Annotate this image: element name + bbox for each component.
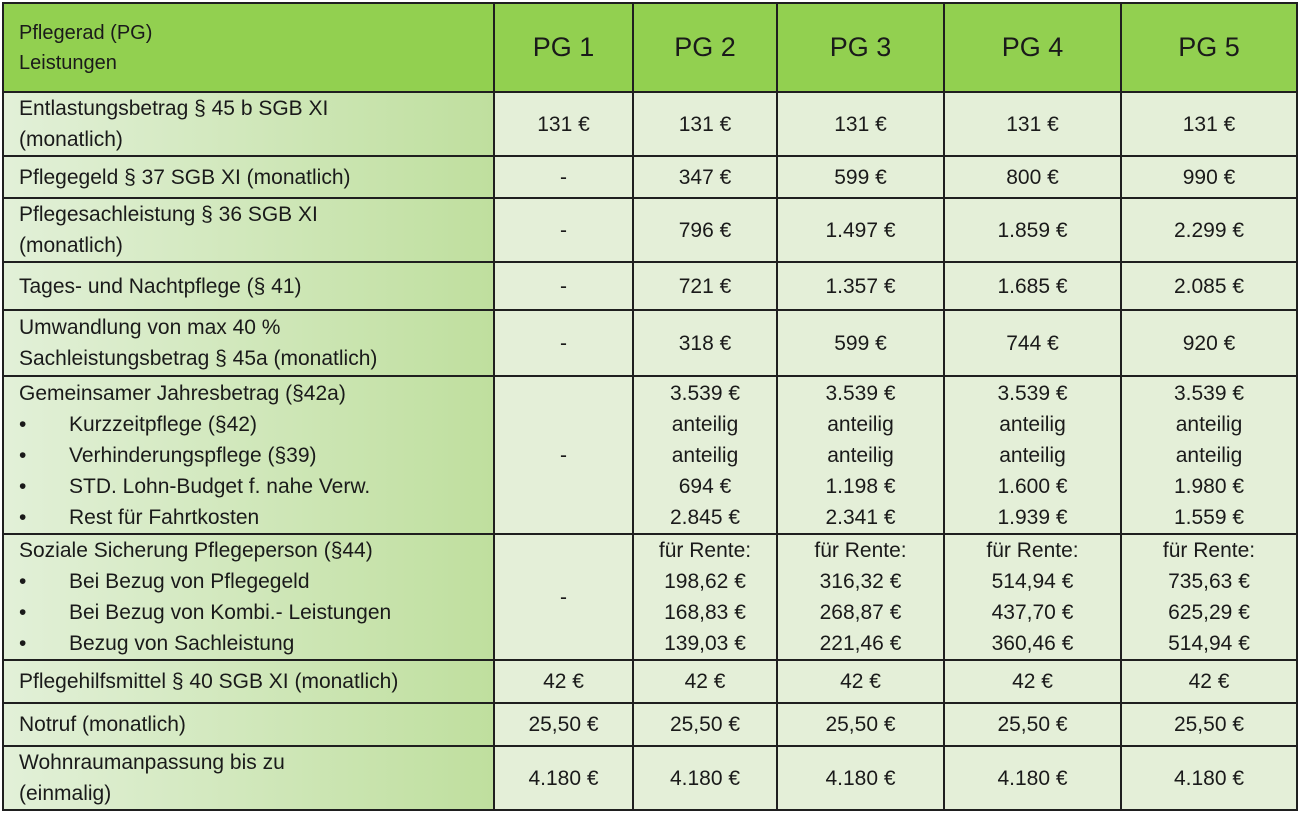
cell-line: 1.980 € [1173, 474, 1245, 498]
cell-line: 360,46 € [991, 632, 1074, 655]
bullet-item [19, 628, 493, 659]
row-label-line: Pflegesachleistung § 36 SGB XI [19, 203, 318, 226]
cell-line: anteilig [827, 443, 894, 467]
row-label-line: Wohnraumanpassung bis zu [19, 751, 285, 774]
cell-line: für Rente: [1162, 539, 1256, 562]
cell-line: 3.539 € [825, 381, 896, 405]
cell-line: 437,70 € [991, 601, 1074, 624]
bullet-text: Rest für Fahrtkosten [69, 505, 260, 529]
cell-pg4: 1.685 € [944, 262, 1121, 310]
row-label [3, 198, 494, 262]
cell-pg1: - [494, 156, 633, 198]
bullet-glyph: • [19, 601, 27, 624]
bullet-text: Bezug von Sachleistung [69, 632, 295, 655]
cell-line: 221,46 € [819, 632, 902, 655]
cell-line: 694 € [678, 474, 732, 498]
cell-line: 198,62 € [664, 570, 746, 593]
cell-pg1: 25,50 € [494, 703, 633, 746]
cell-line: 1.939 € [997, 505, 1068, 529]
bullet-glyph: • [19, 474, 27, 498]
cell-line: anteilig [671, 412, 739, 436]
cell-pg4: 4.180 € [944, 746, 1121, 810]
row-wohnraumanpassung [3, 746, 1297, 810]
cell-line: 3.539 € [997, 381, 1068, 405]
bullet-text: Bei Bezug von Pflegegeld [69, 570, 310, 593]
row-label [3, 92, 494, 156]
row-label [3, 376, 494, 534]
row-soziale-sicherung [3, 534, 1297, 660]
header-pg2: PG 2 [633, 3, 777, 92]
cell-pg3: 599 € [777, 310, 944, 376]
bullet-text: STD. Lohn-Budget f. nahe Verw. [69, 474, 371, 498]
bullet-item [19, 440, 493, 471]
cell-line: 514,94 € [991, 570, 1074, 593]
row-label: Notruf (monatlich) [3, 703, 494, 746]
row-label-line: (einmalig) [19, 782, 112, 805]
cell-pg4 [944, 376, 1121, 534]
header-pg4: PG 4 [944, 3, 1121, 92]
row-label-line: Sachleistungsbetrag § 45a (monatlich) [19, 347, 378, 370]
cell-line: für Rente: [658, 539, 752, 562]
row-label: Pflegegeld § 37 SGB XI (monatlich) [3, 156, 494, 198]
row-umwandlung [3, 310, 1297, 376]
cell-pg5: 2.085 € [1121, 262, 1297, 310]
cell-line: 268,87 € [819, 601, 902, 624]
pflegegrad-leistungen-table [2, 2, 1298, 811]
cell-line: für Rente: [814, 539, 907, 562]
bullet-item [19, 597, 493, 628]
row-tages-nachtpflege [3, 262, 1297, 310]
row-label-line: Umwandlung von max 40 % [19, 316, 281, 339]
bullet-text: Kurzzeitpflege (§42) [69, 412, 257, 436]
cell-line: 1.559 € [1173, 505, 1245, 529]
row-jahresbetrag [3, 376, 1297, 534]
cell-pg3 [777, 376, 944, 534]
cell-pg5: 2.299 € [1121, 198, 1297, 262]
header-pg3: PG 3 [777, 3, 944, 92]
cell-pg3: 25,50 € [777, 703, 944, 746]
bullet-item [19, 566, 493, 597]
cell-pg3: 1.357 € [777, 262, 944, 310]
row-label-line: (monatlich) [19, 128, 123, 151]
cell-pg1: 4.180 € [494, 746, 633, 810]
cell-pg1: - [494, 198, 633, 262]
cell-pg1: - [494, 376, 633, 534]
row-label [3, 534, 494, 660]
row-label-title: Soziale Sicherung Pflegeperson (§44) [19, 539, 373, 562]
cell-pg5: 920 € [1121, 310, 1297, 376]
cell-pg4: 800 € [944, 156, 1121, 198]
cell-line: 1.198 € [825, 474, 896, 498]
cell-pg5: 990 € [1121, 156, 1297, 198]
cell-pg1: 131 € [494, 92, 633, 156]
cell-line: 316,32 € [819, 570, 902, 593]
bullet-glyph: • [19, 412, 27, 436]
row-pflegehilfsmittel [3, 660, 1297, 703]
bullet-glyph: • [19, 505, 27, 529]
header-label-line2: Leistungen [19, 51, 117, 74]
bullet-text: Verhinderungspflege (§39) [69, 443, 317, 467]
cell-line: 1.600 € [997, 474, 1068, 498]
cell-pg1: - [494, 534, 633, 660]
cell-pg5: 4.180 € [1121, 746, 1297, 810]
cell-line: 735,63 € [1168, 570, 1250, 593]
cell-pg2: 25,50 € [633, 703, 777, 746]
row-label-title: Gemeinsamer Jahresbetrag (§42a) [19, 381, 346, 405]
header-label-cell [3, 3, 494, 92]
cell-pg5 [1121, 534, 1297, 660]
cell-pg2: 721 € [633, 262, 777, 310]
cell-pg1: 42 € [494, 660, 633, 703]
bullet-glyph: • [19, 443, 27, 467]
cell-line: 2.845 € [669, 505, 741, 529]
cell-line: 168,83 € [664, 601, 746, 624]
cell-line: für Rente: [986, 539, 1079, 562]
cell-pg3 [777, 534, 944, 660]
cell-line: 625,29 € [1168, 601, 1250, 624]
header-row [3, 3, 1297, 92]
cell-pg4: 131 € [944, 92, 1121, 156]
cell-pg2: 318 € [633, 310, 777, 376]
cell-pg2 [633, 376, 777, 534]
cell-pg3: 131 € [777, 92, 944, 156]
cell-line: anteilig [999, 412, 1066, 436]
header-pg5: PG 5 [1121, 3, 1297, 92]
row-label [3, 746, 494, 810]
bullet-glyph: • [19, 570, 27, 593]
cell-line: anteilig [671, 443, 739, 467]
cell-line: 3.539 € [1173, 381, 1245, 405]
cell-pg2: 131 € [633, 92, 777, 156]
cell-pg2: 796 € [633, 198, 777, 262]
cell-pg2: 347 € [633, 156, 777, 198]
cell-line: anteilig [999, 443, 1066, 467]
row-pflegesachleistung [3, 198, 1297, 262]
bullet-item [19, 409, 493, 440]
row-label-line: (monatlich) [19, 234, 123, 257]
cell-pg1: - [494, 310, 633, 376]
cell-pg5 [1121, 376, 1297, 534]
header-label-line1: Pflegerad (PG) [19, 21, 153, 44]
row-label: Pflegehilfsmittel § 40 SGB XI (monatlich) [3, 660, 494, 703]
cell-line: 2.341 € [825, 505, 896, 529]
cell-pg3: 1.497 € [777, 198, 944, 262]
cell-pg5: 25,50 € [1121, 703, 1297, 746]
cell-pg2: 42 € [633, 660, 777, 703]
cell-pg3: 4.180 € [777, 746, 944, 810]
cell-pg3: 599 € [777, 156, 944, 198]
cell-pg4: 1.859 € [944, 198, 1121, 262]
bullet-item [19, 471, 493, 502]
row-label [3, 310, 494, 376]
cell-pg4: 25,50 € [944, 703, 1121, 746]
cell-pg5: 131 € [1121, 92, 1297, 156]
bullet-text: Bei Bezug von Kombi.- Leistungen [69, 601, 392, 624]
cell-line: anteilig [1175, 412, 1243, 436]
row-pflegegeld [3, 156, 1297, 198]
cell-pg4: 42 € [944, 660, 1121, 703]
row-label-line: Entlastungsbetrag § 45 b SGB XI [19, 97, 329, 120]
cell-line: anteilig [1175, 443, 1243, 467]
cell-pg3: 42 € [777, 660, 944, 703]
cell-pg2: 4.180 € [633, 746, 777, 810]
cell-pg4: 744 € [944, 310, 1121, 376]
cell-pg5: 42 € [1121, 660, 1297, 703]
cell-line: 139,03 € [664, 632, 746, 655]
cell-pg2 [633, 534, 777, 660]
bullet-glyph: • [19, 632, 27, 655]
bullet-item [19, 502, 493, 533]
header-pg1: PG 1 [494, 3, 633, 92]
cell-line: anteilig [827, 412, 894, 436]
cell-line: 3.539 € [669, 381, 741, 405]
cell-pg1: - [494, 262, 633, 310]
cell-line: 514,94 € [1168, 632, 1250, 655]
row-entlastungsbetrag [3, 92, 1297, 156]
cell-pg4 [944, 534, 1121, 660]
row-notruf [3, 703, 1297, 746]
row-label: Tages- und Nachtpflege (§ 41) [3, 262, 494, 310]
